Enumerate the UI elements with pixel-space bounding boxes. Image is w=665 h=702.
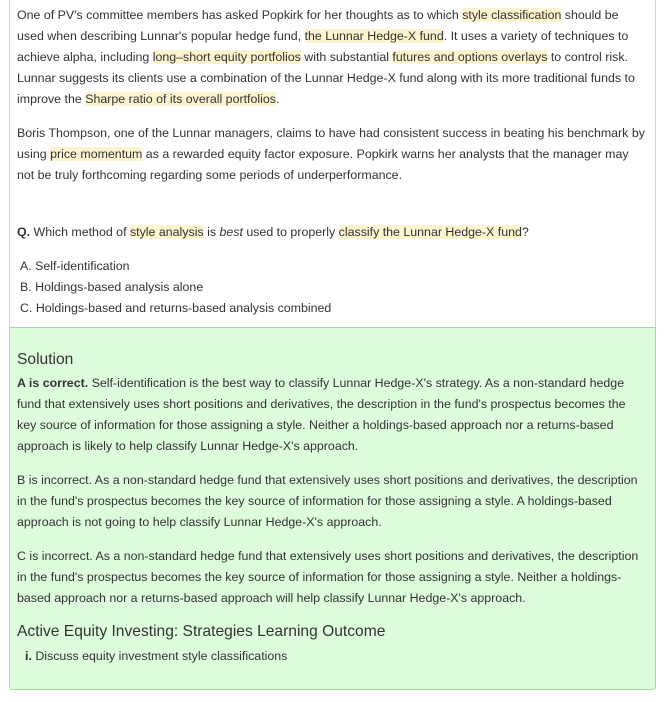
learning-outcome-text: Discuss equity investment style classifications [31,649,288,663]
solution-b-paragraph: B is incorrect. As a non-standard hedge fund that extensively uses short positions and derivatives, the description in the fund's prospectus becomes the key source of information for those assigning a style. A holdings-based approach is not going to help classify Lunnar Hedge-X's approach. [17,473,638,529]
option-c[interactable]: C. Holdings-based and returns-based analysis combined [20,301,332,315]
text-segment: used to properly [242,225,339,239]
question-panel [9,0,656,327]
highlight-term: Sharpe ratio of its overall portfolios [85,92,276,106]
correct-explanation: Self-identification is the best way to classify Lunnar Hedge-X's strategy. As a non-standard hedge fund that extensively uses short positions and derivatives, the description in the fund's prospectus becomes the key source of information for those assigning a style. Neither a holdings-based approach nor a returns-based approach is likely to help classify Lunnar Hedge-X's approach. [17,376,626,453]
text-segment: Boris Thompson, one of the Lunnar managers, claims to have had consistent success in beating his benchmark by using [17,126,645,161]
learning-outcome-marker: i. [25,649,32,663]
highlight-term: price momentum [50,147,143,161]
solution-correct-paragraph [17,373,648,457]
solution-c-paragraph: C is incorrect. As a non-standard hedge fund that extensively uses short positions and derivatives, the description in the fund's prospectus becomes the key source of information for those assigning a style. Neither a holdings-based approach nor a returns-based approach will help classify Lunnar Hedge-X's approach. [17,549,639,605]
highlight-term: style classification [462,8,562,22]
case-paragraph-2 [17,123,648,186]
highlight-term: the Lunnar Hedge-X fund [304,29,444,43]
text-segment: . It uses a variety of techniques to achieve alpha, including [17,29,629,64]
correct-label: A is correct. [17,376,89,390]
highlight-term: classify the Lunnar Hedge-X fund [338,225,522,239]
text-segment: as a rewarded equity factor exposure. Popkirk warns her analysts that the manager may not be truly forthcoming regarding some periods of underperformance. [17,147,629,182]
answer-options [17,256,648,319]
option-b[interactable]: B. Holdings-based analysis alone [20,280,204,294]
highlight-term: long–short equity portfolios [152,50,301,64]
solution-panel [9,327,656,690]
case-paragraph-1 [17,5,648,110]
question-label: Q. [17,225,31,239]
option-a[interactable]: A. Self-identification [20,259,130,273]
text-segment: with substantial [300,50,393,64]
text-segment: One of PV's committee members has asked Popkirk for her thoughts as to which [17,8,463,22]
solution-heading: Solution [17,351,74,368]
text-segment: to control risk. Lunnar suggests its clients use a combination of the Lunnar Hedge-X fund along with its more traditional funds to improve the [17,50,635,106]
emphasis-text: best [219,225,243,239]
text-segment: Which method of [30,225,130,239]
highlight-term: style analysis [129,225,204,239]
text-segment: ? [521,225,529,239]
learning-outcome-title: Active Equity Investing: Strategies Learning Outcome [17,623,386,640]
text-segment: . [275,92,280,106]
learning-outcome-item [17,646,648,666]
question-text [17,222,648,243]
highlight-term: futures and options overlays [392,50,548,64]
text-segment: should be used when describing Lunnar's popular hedge fund, [17,8,619,43]
text-segment: is [203,225,220,239]
